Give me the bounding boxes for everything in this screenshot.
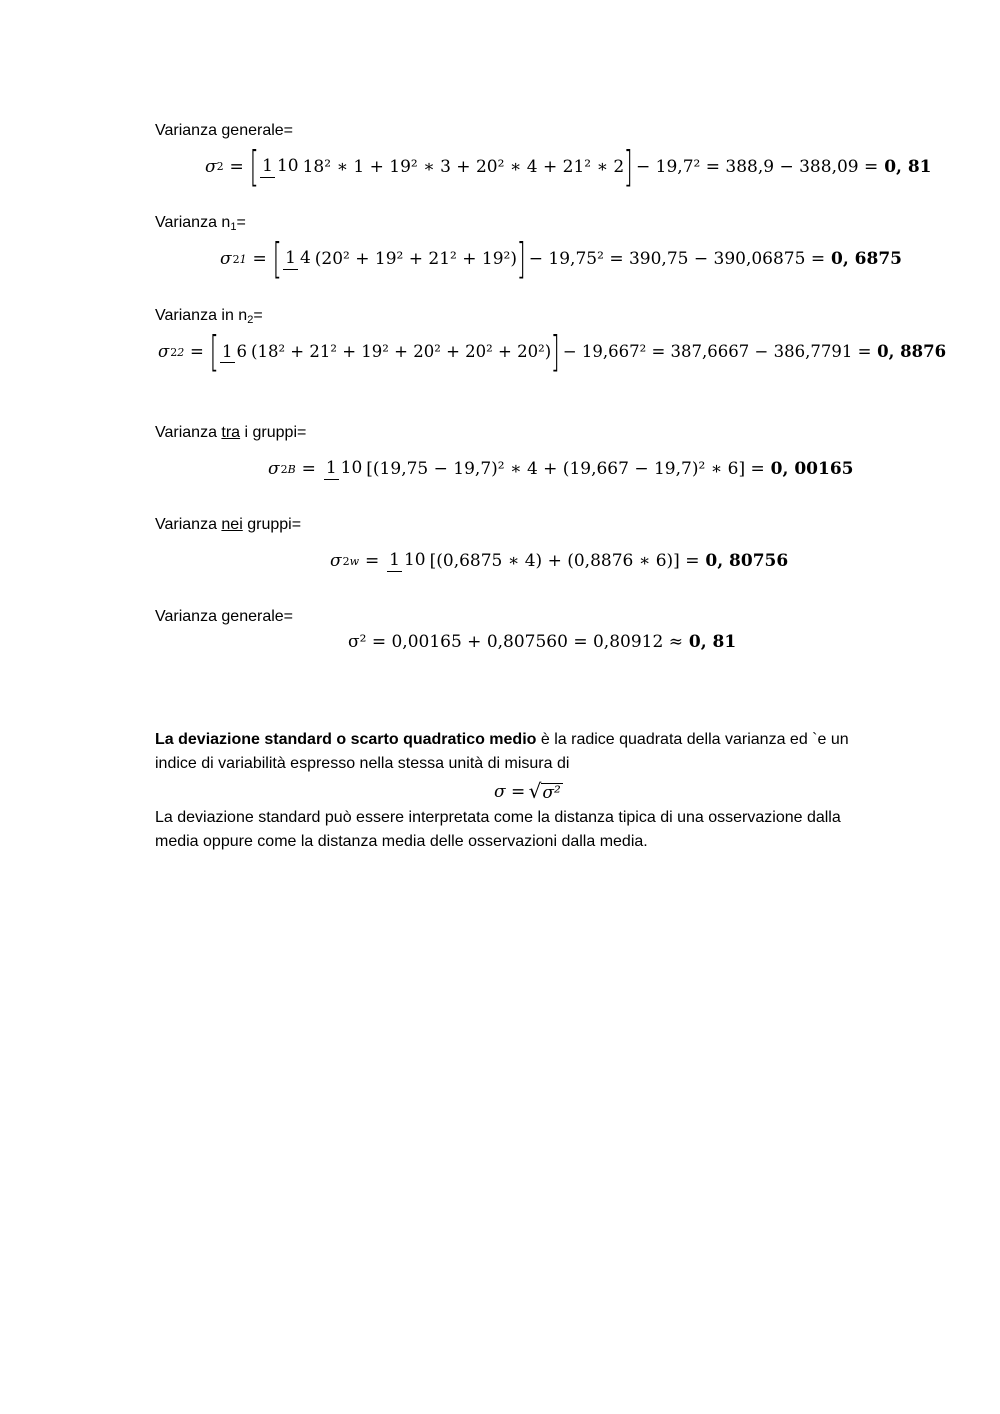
sigma-symbol: σ [205,157,217,177]
sum-terms: (20² + 19² + 21² + 19²) [314,249,517,269]
formula-lhs: σ = [494,782,526,802]
section-label-varianza-generale [155,121,293,141]
label-suffix: i gruppi= [240,424,307,441]
sigma-symbol: σ [330,551,342,571]
sigma-symbol: σ [268,459,280,479]
label-underlined: nei [221,516,243,533]
sigma-indices [343,556,359,567]
sum-terms: 18² ∗ 1 + 19² ∗ 3 + 20² ∗ 4 + 21² ∗ 2 [302,157,625,177]
equals-sign: = [364,551,380,571]
equals-sign: = [229,157,244,177]
left-bracket: [ [209,327,219,376]
equation-varianza-n2 [158,327,947,376]
label-suffix: = [253,307,263,324]
interpretation-paragraph [155,806,885,854]
equation-result: 0, 80756 [705,551,789,571]
label-suffix: gruppi= [242,516,302,533]
label-subscript: 2 [247,314,254,326]
label-text: Varianza in n [155,307,248,324]
radicand: σ² [542,783,561,803]
fraction [220,341,249,363]
equals-sign: = [190,342,204,361]
numerator: 1 [389,550,400,570]
equation-tail: − 19,75² = 390,75 − 390,06875 = [528,249,826,269]
exponent: 2 [280,462,288,476]
denominator: 4 [299,248,311,268]
subscript: w [349,554,360,568]
fraction [324,458,364,480]
equation-varianza-n1 [220,234,902,283]
subscript: 1 [239,252,247,266]
equation-result: 0, 81 [884,157,932,177]
left-bracket: [ [249,142,259,191]
equation-varianza-generale-sum [348,631,736,653]
sigma-symbol: σ [220,249,232,269]
radical-icon: √ [528,779,542,803]
right-bracket: ] [550,327,560,376]
equals-sign: = [252,249,267,269]
equation-result: 0, 6875 [831,249,902,269]
subscript: 2 [177,345,185,359]
definition-term: La deviazione standard o scarto quadratico medio [155,731,537,748]
label-text: Varianza generale= [155,122,294,139]
sum-terms: [(19,75 − 19,7)² ∗ 4 + (19,667 − 19,7)² ∗ 6] = [366,459,765,479]
section-label-varianza-tra [155,423,306,443]
equation-varianza-tra [268,447,853,491]
interpretation-text: La deviazione standard può essere interpretata come la distanza tipica di una osservazione dalla media oppure come la distanza media delle osservazioni dalla media. [155,809,841,850]
section-label-varianza-generale-2 [155,607,293,627]
denominator: 10 [403,550,426,570]
equation-tail: − 19,7² = 388,9 − 388,09 = [636,157,879,177]
sum-terms: [(0,6875 ∗ 4) + (0,8876 ∗ 6)] = [429,551,700,571]
denominator: 10 [340,458,363,478]
label-text: Varianza [155,516,222,533]
exponent: 2 [232,252,240,266]
label-text: Varianza [155,424,222,441]
numerator: 1 [325,458,337,478]
equation-varianza-nei [330,539,788,583]
equals-sign: = [301,459,316,479]
equation-lhs: σ² = 0,00165 + 0,807560 = 0,80912 ≈ [348,632,683,652]
sum-terms: (18² + 21² + 19² + 20² + 20² + 20²) [251,342,552,361]
exponent: 2 [342,554,350,568]
sigma-symbol: σ [158,342,170,361]
definition-text: è la radice quadrata della varianza ed `e un indice di variabilità espresso nella stessa unità di misura di [155,731,849,772]
label-suffix: = [236,214,246,231]
exponent: 2 [170,345,178,359]
sigma-indices [281,464,296,475]
definition-paragraph [155,728,885,776]
label-underlined: tra [221,424,241,441]
section-label-varianza-n1 [155,213,246,237]
equation-result: 0, 81 [688,632,737,652]
right-bracket: ] [623,142,633,191]
fraction [283,248,313,270]
right-bracket: ] [516,234,526,283]
denominator: 6 [236,342,248,361]
sigma-indices [233,254,247,265]
label-subscript: 1 [230,221,237,233]
std-dev-formula [494,780,563,804]
label-text: Varianza n [155,214,231,231]
left-bracket: [ [272,234,282,283]
section-label-varianza-nei [155,515,301,535]
square-root [529,781,563,803]
equation-varianza-generale: σ 2 = [ 1 10 18² ∗ 1 + 19² ∗ 3 + 20² ∗ 4 + 21² ∗ 2 ] − 19,7² = 388,9 − 388,09 = 0, 81 [205,142,932,191]
numerator: 1 [285,248,296,268]
denominator: 10 [276,156,299,176]
label-text: Varianza generale= [155,608,294,625]
equation-tail: − 19,667² = 387,6667 − 386,7791 = [562,342,872,361]
sigma-indices [170,347,184,358]
numerator: 1 [262,156,273,176]
fraction [387,550,427,572]
equation-result: 0, 00165 [770,459,854,479]
fraction [260,156,300,178]
numerator: 1 [222,342,233,361]
subscript: B [287,462,296,476]
equation-result: 0, 8876 [877,342,947,361]
